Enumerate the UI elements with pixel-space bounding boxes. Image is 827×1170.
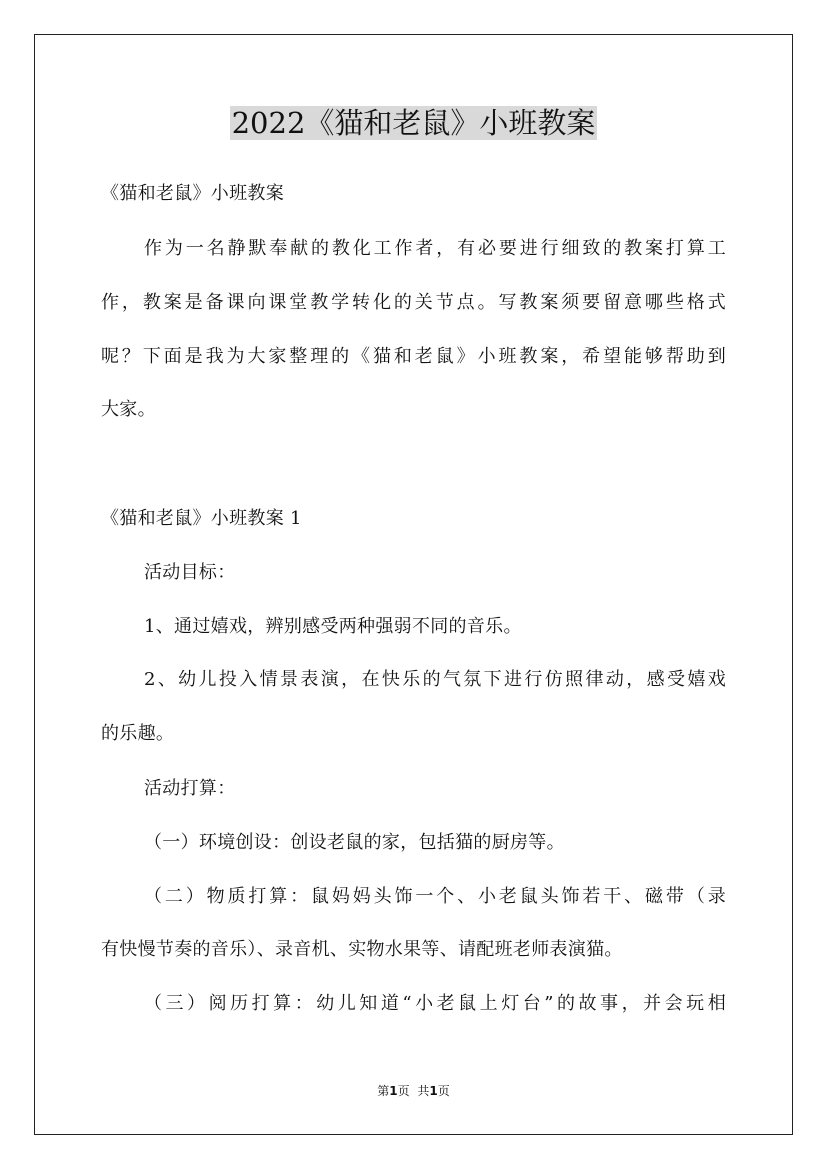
activity-goal-heading: 活动目标： — [144, 562, 236, 583]
footer-total-number: 1 — [429, 1084, 438, 1098]
footer-page-suffix: 页 — [397, 1084, 410, 1098]
footer-total-suffix: 页 — [437, 1084, 450, 1098]
document-title-text: 2022《猫和老鼠》小班教案 — [231, 106, 596, 140]
section-heading: 《猫和老鼠》小班教案 1 — [101, 508, 302, 529]
activity-prep-heading: 活动打算： — [144, 778, 236, 799]
goal-item-2-line-2: 的乐趣。 — [101, 723, 175, 744]
prep-item-3-line-1: （三）阅历打算：幼儿知道“小老鼠上灯台”的故事，并会玩相 — [144, 993, 726, 1014]
page-footer — [0, 1083, 827, 1099]
footer-page-number: 1 — [389, 1084, 398, 1098]
subtitle-line: 《猫和老鼠》小班教案 — [101, 183, 284, 204]
intro-line-1: 作为一名静默奉献的教化工作者，有必要进行细致的教案打算工 — [144, 238, 726, 259]
intro-line-3: 呢？下面是我为大家整理的《猫和老鼠》小班教案，希望能够帮助到 — [101, 346, 726, 367]
footer-total-prefix: 共 — [417, 1084, 430, 1098]
intro-line-2: 作，教案是备课向课堂教学转化的关节点。写教案须要留意哪些格式 — [101, 292, 726, 313]
footer-page-prefix: 第 — [377, 1084, 390, 1098]
prep-item-2-line-2: 有快慢节奏的音乐）、录音机、实物水果等、请配班老师表演猫。 — [101, 939, 623, 960]
goal-item-1: 1、通过嬉戏，辨别感受两种强弱不同的音乐。 — [144, 616, 522, 637]
goal-item-2-line-1: 2、幼儿投入情景表演，在快乐的气氛下进行仿照律动，感受嬉戏 — [144, 669, 726, 690]
prep-item-1: （一）环境创设：创设老鼠的家，包括猫的厨房等。 — [144, 832, 565, 853]
prep-item-2-line-1: （二）物质打算：鼠妈妈头饰一个、小老鼠头饰若干、磁带（录 — [144, 886, 726, 907]
document-title — [0, 101, 827, 145]
intro-line-4: 大家。 — [101, 399, 156, 420]
